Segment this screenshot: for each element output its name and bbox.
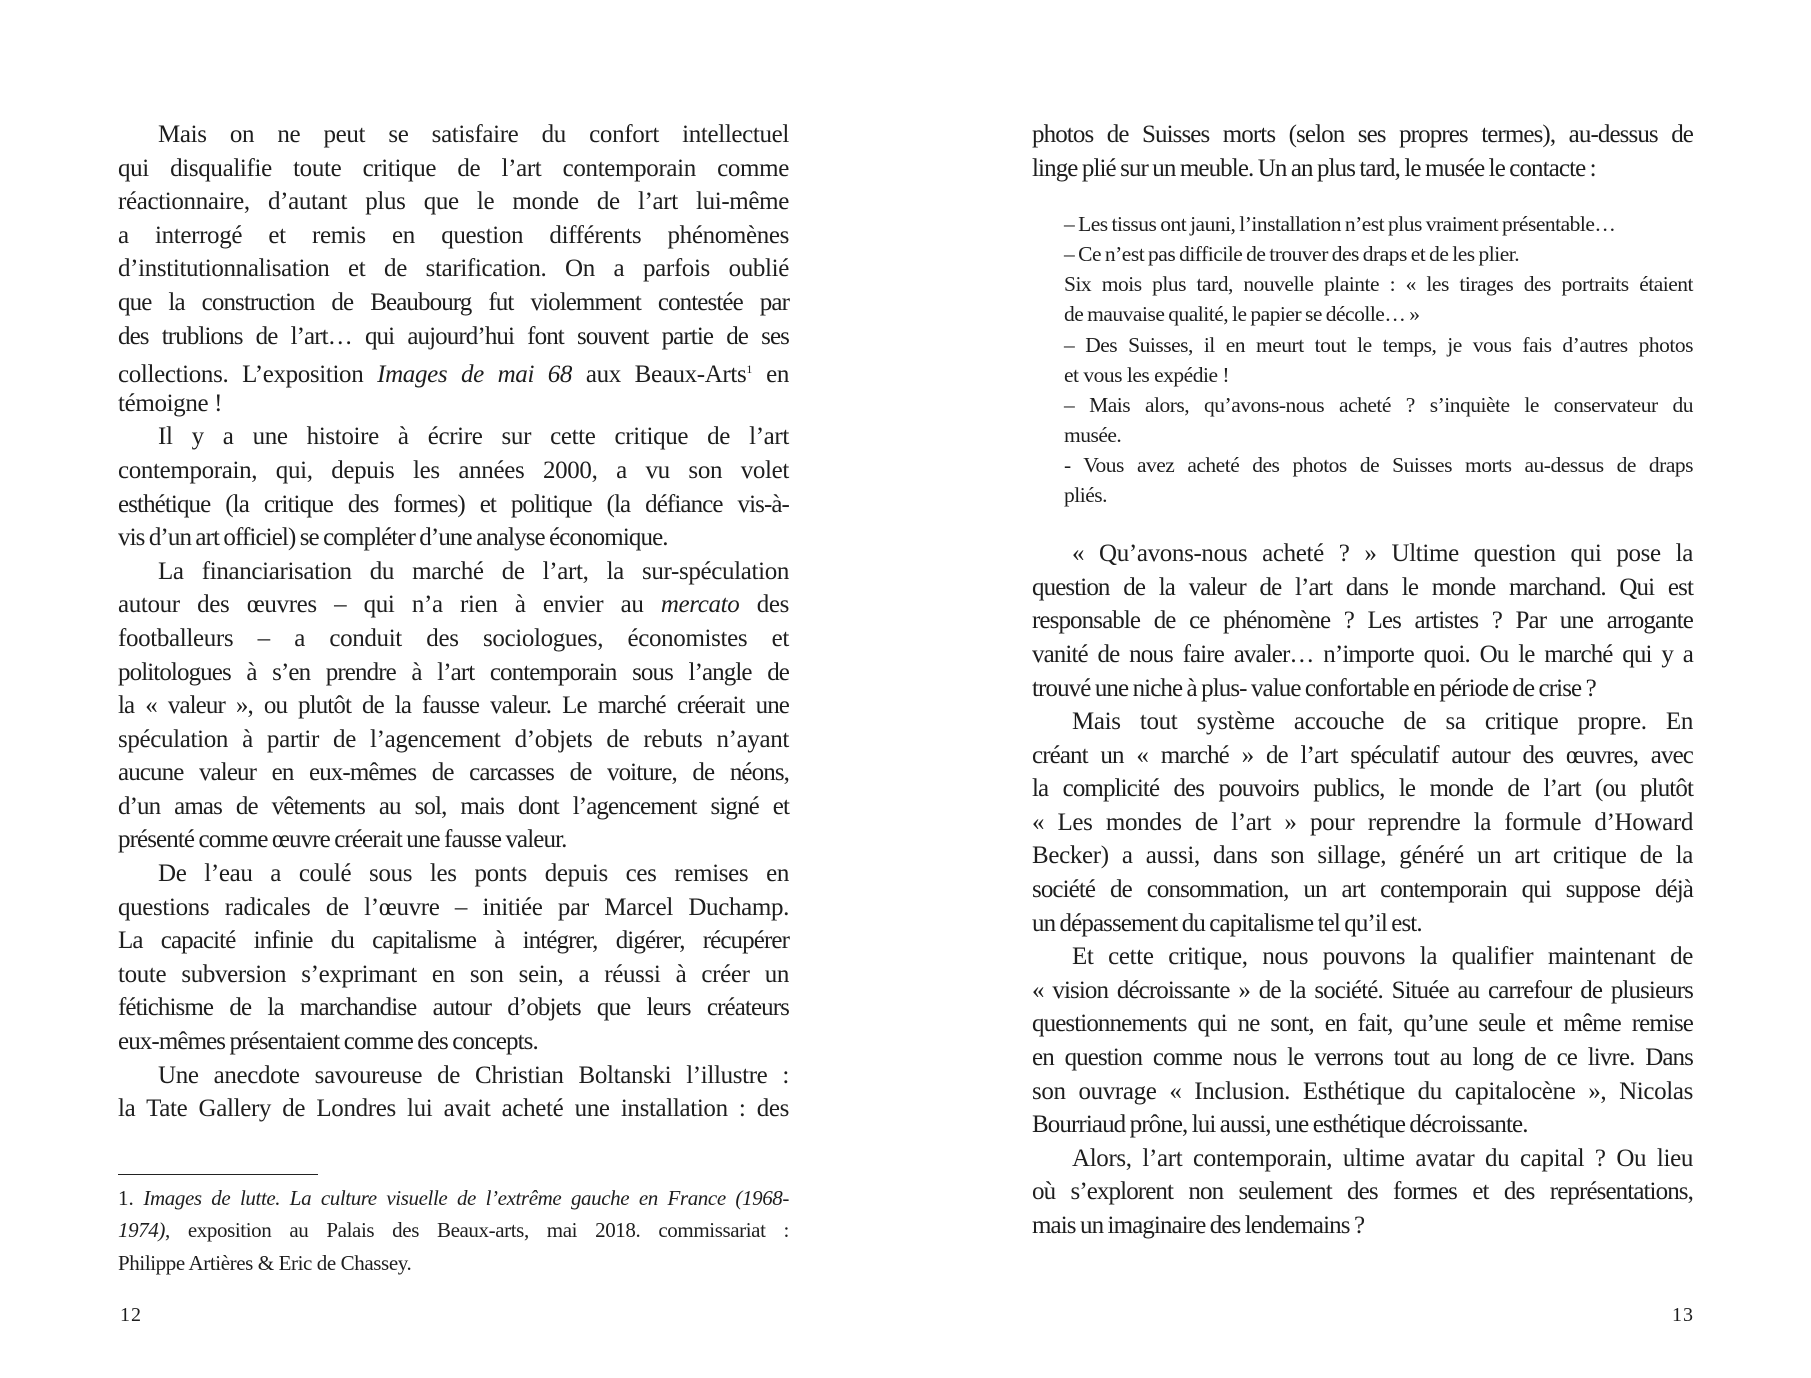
text-line: et vous les expédie !	[1064, 362, 1230, 387]
page-number-right: 13	[1672, 1304, 1694, 1326]
text-line: spéculation à partir de l’agencement d’objets de rebuts n’ayant	[118, 725, 789, 753]
right-page-body	[1032, 118, 1693, 1243]
text-line: présenté comme œuvre créerait une fausse valeur.	[118, 826, 567, 854]
footnote-date: 1974)	[118, 1218, 165, 1243]
footnote-reference: 1	[746, 362, 753, 377]
text-line: Mais tout système accouche de sa critique propre. En	[1072, 708, 1693, 736]
text-line: mais un imaginaire des lendemains ?	[1032, 1212, 1365, 1239]
text-line: vanité de nous faire avaler… n’importe quoi. Ou le marché qui y a	[1032, 640, 1693, 668]
left-page	[0, 0, 905, 1378]
text-line: – Les tissus ont jauni, l’installation n’est plus vraiment présentable…	[1064, 212, 1616, 237]
text-line: La financiarisation du marché de l’art, la sur-spéculation	[158, 557, 789, 585]
text-line: Becker) a aussi, dans son sillage, généré un art critique de la	[1032, 842, 1693, 870]
footnote-text: Philippe Artières & Eric de Chassey.	[118, 1250, 412, 1275]
text-line: Alors, l’art contemporain, ultime avatar du capital ? Ou lieu	[1072, 1144, 1693, 1172]
left-page-body	[118, 118, 789, 1126]
text-line: Bourriaud prône, lui aussi, une esthétique décroissante.	[1032, 1111, 1528, 1139]
text-line: la « valeur », ou plutôt de la fausse valeur. Le marché créerait une	[118, 692, 789, 720]
text-line: politologues à s’en prendre à l’art contemporain sous l’angle de	[118, 658, 789, 686]
text-line: esthétique (la critique des formes) et politique (la défiance vis-à-	[118, 490, 789, 518]
text-line: a interrogé et remis en question différents phénomènes	[118, 221, 789, 249]
block-quote	[1032, 209, 1693, 510]
text-line: musée.	[1064, 422, 1122, 447]
text-line: Une anecdote savoureuse de Christian Boltanski l’illustre :	[158, 1061, 789, 1089]
text-segment: autour des œuvres – qui n’a rien à envier au	[118, 591, 661, 619]
text-line: « Les mondes de l’art » pour reprendre la formule d’Howard	[1032, 808, 1693, 836]
text-line: pliés.	[1064, 483, 1107, 508]
text-line: que la construction de Beaubourg fut violemment contestée par	[118, 288, 789, 316]
right-body-text	[1032, 537, 1693, 1242]
text-line: footballeurs – a conduit des sociologues, économistes et	[118, 624, 789, 652]
text-line: où s’explorent non seulement des formes et des représentations,	[1032, 1178, 1693, 1206]
text-line: eux-mêmes présentaient comme des concepts.	[118, 1028, 538, 1056]
text-line: toute subversion s’exprimant en son sein, a réussi à créer un	[118, 960, 789, 988]
text-line: Et cette critique, nous pouvons la qualifier maintenant de	[1072, 943, 1693, 971]
text-line: Il y a une histoire à écrire sur cette critique de l’art	[158, 423, 789, 451]
footnote-separator	[118, 1174, 318, 1175]
text-segment: des	[739, 591, 789, 619]
text-line: des trublions de l’art… qui aujourd’hui font souvent partie de ses	[118, 322, 789, 350]
text-line: La capacité infinie du capitalisme à intégrer, digérer, récupérer	[118, 927, 789, 955]
text-line: un dépassement du capitalisme tel qu’il est.	[1032, 909, 1422, 937]
text-line: – Mais alors, qu’avons-nous acheté ? s’inquiète le conservateur du	[1064, 392, 1693, 417]
text-line: Six mois plus tard, nouvelle plainte : « les tirages des portraits étaient	[1064, 272, 1693, 297]
footnote-line	[118, 1182, 789, 1214]
text-line: réactionnaire, d’autant plus que le monde de l’art lui-même	[118, 188, 789, 216]
text-line: aucune valeur en eux-mêmes de carcasses de voiture, de néons,	[118, 759, 789, 787]
text-line: responsable de ce phénomène ? Les artistes ? Par une arrogante	[1032, 607, 1693, 635]
text-line	[118, 353, 789, 387]
italic-title: mercato	[660, 591, 740, 619]
text-line: contemporain, qui, depuis les années 2000, a vu son volet	[118, 456, 789, 484]
text-line: la Tate Gallery de Londres lui avait acheté une installation : des	[118, 1095, 789, 1123]
text-line: De l’eau a coulé sous les ponts depuis ces remises en	[158, 860, 789, 888]
text-line: photos de Suisses morts (selon ses propres termes), au-dessus de	[1032, 121, 1693, 148]
opening-lines	[1032, 118, 1693, 185]
text-line: en question comme nous le verrons tout au long de ce livre. Dans	[1032, 1044, 1693, 1072]
footnote-line	[118, 1214, 789, 1246]
text-line: trouvé une niche à plus- value confortable en période de crise ?	[1032, 674, 1596, 702]
text-line: fétichisme de la marchandise autour d’objets que leurs créateurs	[118, 994, 789, 1022]
text-line: témoigne !	[118, 389, 223, 417]
italic-title: Images de mai 68	[377, 361, 573, 389]
page-number-left: 12	[120, 1304, 142, 1326]
text-line: la complicité des pouvoirs publics, le monde de l’art (ou plutôt	[1032, 775, 1693, 803]
footnote-line	[118, 1247, 789, 1279]
footnote-text: , exposition au Palais des Beaux-arts, mai 2018. commissariat :	[165, 1218, 789, 1243]
text-line: questions radicales de l’œuvre – initiée par Marcel Duchamp.	[118, 893, 789, 921]
footnote	[118, 1182, 789, 1279]
footnote-number: 1.	[118, 1186, 134, 1210]
text-line: son ouvrage « Inclusion. Esthétique du capitalocène », Nicolas	[1032, 1077, 1693, 1105]
text-line: qui disqualifie toute critique de l’art contemporain comme	[118, 154, 789, 182]
text-line: Mais on ne peut se satisfaire du confort intellectuel	[158, 121, 789, 148]
text-line: « vision décroissante » de la société. Située au carrefour de plusieurs	[1032, 976, 1693, 1004]
text-line: d’un amas de vêtements au sol, mais dont l’agencement signé et	[118, 792, 789, 820]
text-line: questionnements qui ne sont, en fait, qu’une seule et même remise	[1032, 1010, 1693, 1038]
right-page	[905, 0, 1811, 1378]
text-line: linge plié sur un meuble. Un an plus tard, le musée le contacte :	[1032, 154, 1596, 182]
text-line: question de la valeur de l’art dans le monde marchand. Qui est	[1032, 573, 1693, 601]
text-line: – Ce n’est pas difficile de trouver des draps et de les plier.	[1064, 242, 1520, 267]
text-line: société de consommation, un art contemporain qui suppose déjà	[1032, 876, 1693, 904]
text-line: d’institutionnalisation et de starification. On a parfois oublié	[118, 255, 789, 283]
text-line: – Des Suisses, il en meurt tout le temps, je vous fais d’autres photos	[1064, 332, 1693, 357]
text-line: créant un « marché » de l’art spéculatif autour des œuvres, avec	[1032, 741, 1693, 769]
text-line: - Vous avez acheté des photos de Suisses morts au-dessus de draps	[1064, 452, 1693, 477]
text-segment: collections. L’exposition	[118, 361, 378, 389]
text-segment: en	[752, 361, 790, 389]
footnote-title: Images de lutte. La culture visuelle de l’extrême gauche en France (1968-	[143, 1186, 789, 1210]
text-line: vis d’un art officiel) se compléter d’une analyse économique.	[118, 524, 668, 552]
text-line	[118, 588, 789, 622]
text-line: de mauvaise qualité, le papier se décolle… »	[1064, 302, 1420, 327]
text-segment: aux Beaux-Arts	[572, 361, 747, 389]
text-line: « Qu’avons-nous acheté ? » Ultime question qui pose la	[1072, 540, 1693, 568]
